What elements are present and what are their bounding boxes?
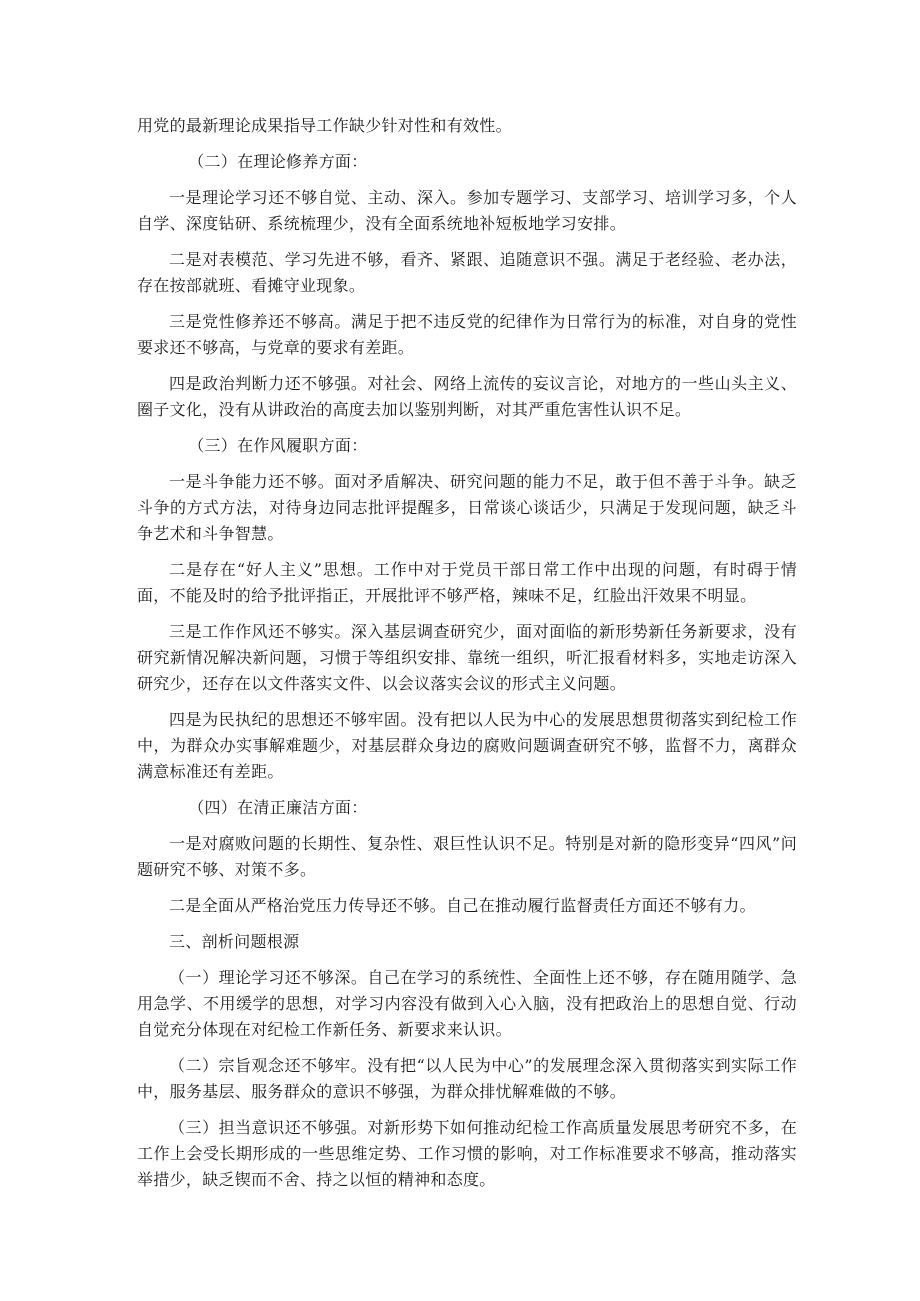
- paragraph: （二）宗旨观念还不够牢。没有把“以人民为中心”的发展理念深入贯彻落实到实际工作中，服务基层、服务群众的意识不够强，为群众排忧解难做的不够。: [137, 1056, 797, 1101]
- paragraph: 三是工作作风还不够实。深入基层调查研究少，面对面临的新形势新任务新要求，没有研究新情况解决新问题，习惯于等组织安排、靠统一组织，听汇报看材料多，实地走访深入研究少，还存在以文件落实文件、以会议落实会议的形式主义问题。: [137, 622, 797, 693]
- paragraph: 四是政治判断力还不够强。对社会、网络上流传的妄议言论，对地方的一些山头主义、圈子文化，没有从讲政治的高度去加以鉴别判断，对其严重危害性认识不足。: [137, 374, 797, 419]
- paragraph: 一是对腐败问题的长期性、复杂性、艰巨性认识不足。特别是对新的隐形变异“四风”问题研究不够、对策不多。: [137, 834, 797, 879]
- paragraph: 一是斗争能力还不够。面对矛盾解决、研究问题的能力不足，敢于但不善于斗争。缺乏斗争的方式方法，对待身边同志批评提醒多，日常谈心谈话少，只满足于发现问题，缺乏斗争艺术和斗争智慧。: [137, 472, 797, 543]
- paragraph: 二是存在“好人主义”思想。工作中对于党员干部日常工作中出现的问题，有时碍于情面，不能及时的给予批评指正，开展批评不够严格，辣味不足，红脸出汗效果不明显。: [137, 560, 797, 605]
- paragraph: （一）理论学习还不够深。自己在学习的系统性、全面性上还不够，存在随用随学、急用急学、不用缓学的思想，对学习内容没有做到入心入脑，没有把政治上的思想自觉、行动自觉充分体现在对纪检工作新任务、新要求来认识。: [137, 968, 797, 1039]
- section-heading: （三）在作风履职方面：: [188, 436, 368, 455]
- section-heading: （四）在清正廉洁方面：: [188, 798, 368, 817]
- document-body: [137, 113, 797, 1203]
- paragraph: 用党的最新理论成果指导工作缺少针对性和有效性。: [137, 116, 512, 135]
- chapter-heading: 三、剖析问题根源: [169, 932, 300, 951]
- section-heading: （二）在理论修养方面：: [188, 152, 368, 171]
- paragraph: 三是党性修养还不够高。满足于把不违反党的纪律作为日常行为的标准，对自身的党性要求还不够高，与党章的要求有差距。: [137, 312, 797, 357]
- paragraph: 四是为民执纪的思想还不够牢固。没有把以人民为中心的发展思想贯彻落实到纪检工作中，为群众办实事解难题少，对基层群众身边的腐败问题调查研究不够，监督不力，离群众满意标准还有差距。: [137, 710, 797, 781]
- paragraph: （三）担当意识还不够强。对新形势下如何推动纪检工作高质量发展思考研究不多，在工作上会受长期形成的一些思维定势、工作习惯的影响，对工作标准要求不够高，推动落实举措少，缺乏锲而不舍、持之以恒的精神和态度。: [137, 1118, 797, 1189]
- paragraph: 二是全面从严格治党压力传导还不够。自己在推动履行监督责任方面还不够有力。: [169, 896, 756, 915]
- paragraph: 一是理论学习还不够自觉、主动、深入。参加专题学习、支部学习、培训学习多，个人自学、深度钻研、系统梳理少，没有全面系统地补短板地学习安排。: [137, 188, 797, 233]
- paragraph: 二是对表模范、学习先进不够，看齐、紧跟、追随意识不强。满足于老经验、老办法，存在按部就班、看摊守业现象。: [137, 250, 797, 295]
